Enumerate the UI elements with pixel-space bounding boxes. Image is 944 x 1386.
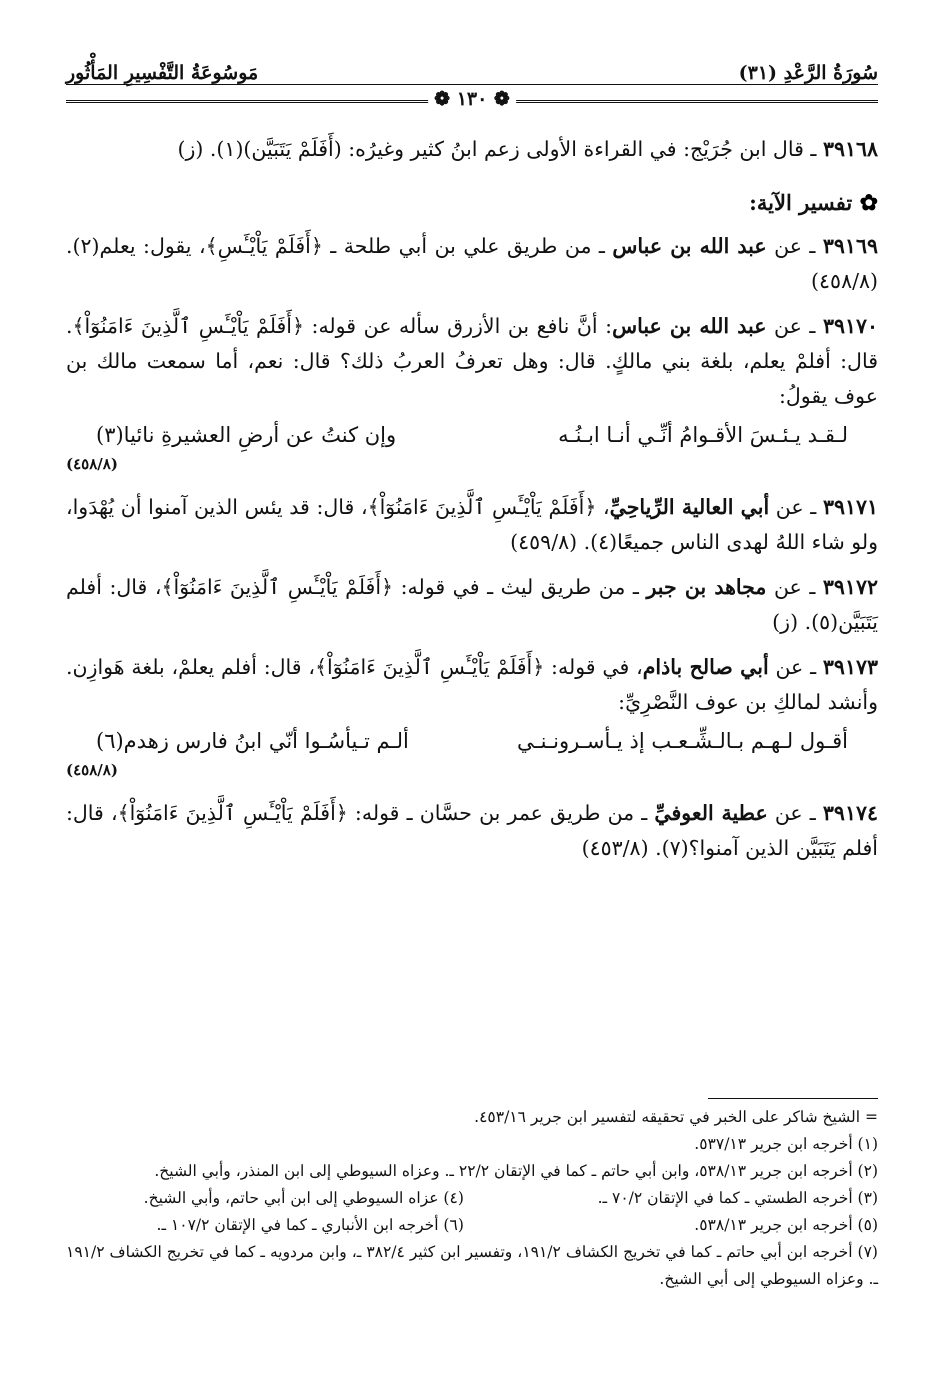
entry-prefix: ـ عن xyxy=(774,234,816,258)
header-rule-top xyxy=(66,84,878,85)
page xyxy=(66,58,878,1358)
entry-number: ٣٩١٦٨ xyxy=(822,137,878,161)
section-title: تفسير الآية: xyxy=(749,190,853,215)
entry-number: ٣٩١٧٣ xyxy=(822,655,878,679)
verse-hemistich-2: ألـم تـيأسُـوا أنّي ابنُ فارس زهدم(٦) xyxy=(96,729,409,753)
footnote-7: (٧) أخرجه ابن أبي حاتم ـ كما في تخريج الكشاف ١٩١/٢، وتفسير ابن كثير ٣٨٢/٤ ـ، وابن مردويه ـ كما في تخريج الكشاف ١٩١/٢ ـ. وعزاه السيوطي إلى أبي الشيخ. xyxy=(66,1243,878,1288)
footnotes xyxy=(66,1096,878,1293)
entry-author: مجاهد بن جبر xyxy=(646,575,767,599)
footnote-6: (٦) أخرجه ابن الأنباري ـ كما في الإتقان ١٠٧/٢ ـ. xyxy=(156,1216,464,1234)
entry-text: ـ قال ابن جُرَيْج: في القراءة الأولى زعم ابنُ كثير وغيرُه: (أَفَلَمْ يَتَبَيَّن)(١). (ز) xyxy=(177,137,817,161)
entry-text: ـ من طريق عمر بن حسَّان ـ قوله: ﴿أَفَلَمْ يَاْيْـَٔسِ ٱلَّذِينَ ءَامَنُوٓاْ﴾، قال: أفلم يَتَبَيَّن الذين آمنوا؟(٧). (٤٥٣/٨) xyxy=(66,801,878,860)
entry-text: : أنَّ نافع بن الأزرق سأله عن قوله: ﴿أَفَلَمْ يَاْيْـَٔسِ ٱلَّذِينَ ءَامَنُوٓاْ﴾. قال: أفلمْ يعلم، بلغة بني مالكٍ. قال: وهل تعرفُ العربُ ذلك؟ قال: نعم، أما سمعت مالك بن عوف يقولُ: xyxy=(66,314,878,408)
entry-39174 xyxy=(66,796,878,866)
page-number: ❁ ١٣٠ ❁ xyxy=(428,88,516,110)
book-title: مَوسُوعَةُ التَّفْسِيرِ المَأْثُور xyxy=(66,62,259,84)
entry-39171 xyxy=(66,490,878,560)
footnote-pair xyxy=(66,1212,878,1239)
entry-number: ٣٩١٧١ xyxy=(822,495,879,519)
entry-39170 xyxy=(66,309,878,414)
entry-text: ، ﴿أَفَلَمْ يَاْيْـَٔسِ ٱلَّذِينَ ءَامَنُوٓاْ﴾، قال: قد يئس الذين آمنوا أن يُهْدَوا، ولو شاء اللهُ لهدى الناس جميعًا(٤). (٤٥٩/٨) xyxy=(66,495,878,554)
verse-hemistich-2: وإن كنتُ عن أرضِ العشيرةِ نائيا(٣) xyxy=(96,423,397,447)
footnote-2: (٢) أخرجه ابن جرير ٥٣٨/١٣، وابن أبي حاتم ـ كما في الإتقان ٢٢/٢ ـ. وعزاه السيوطي إلى ابن المنذر، وأبي الشيخ. xyxy=(154,1162,878,1180)
verse-hemistich-1: لـقـد يـئـسَ الأقـوامُ أنِّـي أنـا ابـنُـه xyxy=(558,423,848,447)
flower-ornament-icon: ✿ xyxy=(859,190,878,216)
entry-text: ـ من طريق علي بن أبي طلحة ـ ﴿أَفَلَمْ يَاْيْـَٔسِ﴾، يقول: يعلم(٢). (٤٥٨/٨) xyxy=(66,234,878,293)
entry-text: ـ من طريق ليث ـ في قوله: ﴿أَفَلَمْ يَاْيْـَٔسِ ٱلَّذِينَ ءَامَنُوٓاْ﴾، قال: أفلم يَتَبَيَّن(٥). (ز) xyxy=(66,575,878,634)
footnote-3: (٣) أخرجه الطستي ـ كما في الإتقان ٧٠/٢ ـ. xyxy=(597,1189,878,1207)
entry-author: عطية العوفيِّ xyxy=(654,801,768,825)
entry-author: أبي العالية الرِّياحِيِّ xyxy=(609,495,770,519)
entry-prefix: ـ عن xyxy=(773,575,816,599)
entry-39172 xyxy=(66,570,878,640)
main-text xyxy=(66,132,878,876)
poem-reference: (٤٥٨/٨) xyxy=(66,455,118,473)
footnote-4: (٤) عزاه السيوطي إلى ابن أبي حاتم، وأبي الشيخ. xyxy=(143,1189,464,1207)
entry-text: ، في قوله: ﴿أَفَلَمْ يَاْيْـَٔسِ ٱلَّذِينَ ءَامَنُوٓاْ﴾، قال: أفلم يعلمْ، بلغة هَوازِن. وأنشد لمالكِ بن عوف النَّصْرِيِّ: xyxy=(66,655,878,714)
running-header xyxy=(66,58,878,108)
entry-prefix: ـ عن xyxy=(774,801,816,825)
poem-reference: (٤٥٨/٨) xyxy=(66,761,118,779)
entry-author: عبد الله بن عباس xyxy=(612,314,767,338)
footnote-1: (١) أخرجه ابن جرير ٥٣٧/١٣. xyxy=(694,1135,878,1153)
entry-39173 xyxy=(66,650,878,720)
entry-39169 xyxy=(66,229,878,299)
verse-hemistich-1: أقـول لـهـم بـالـشِّـعـب إذ يـأسـرونـنـي xyxy=(517,729,848,753)
section-heading xyxy=(66,185,878,221)
surah-title: سُورَةُ الرَّعْدِ (٣١) xyxy=(738,62,878,84)
footnote-continued: = الشيخ شاكر على الخبر في تحقيقه لتفسير ابن جرير ٤٥٣/١٦. xyxy=(474,1108,878,1126)
entry-number: ٣٩١٧٤ xyxy=(822,801,878,825)
entry-number: ٣٩١٧٠ xyxy=(822,314,879,338)
footnote-5: (٥) أخرجه ابن جرير ٥٣٨/١٣. xyxy=(694,1216,878,1234)
entry-author: عبد الله بن عباس xyxy=(612,234,767,258)
entry-author: أبي صالح باذام xyxy=(642,655,769,679)
entry-number: ٣٩١٦٩ xyxy=(822,234,878,258)
entry-39168 xyxy=(66,132,878,167)
entry-prefix: ـ عن xyxy=(774,314,816,338)
entry-prefix: ـ عن xyxy=(775,495,817,519)
entry-prefix: ـ عن xyxy=(775,655,817,679)
entry-number: ٣٩١٧٢ xyxy=(822,575,878,599)
footnote-pair xyxy=(66,1185,878,1212)
